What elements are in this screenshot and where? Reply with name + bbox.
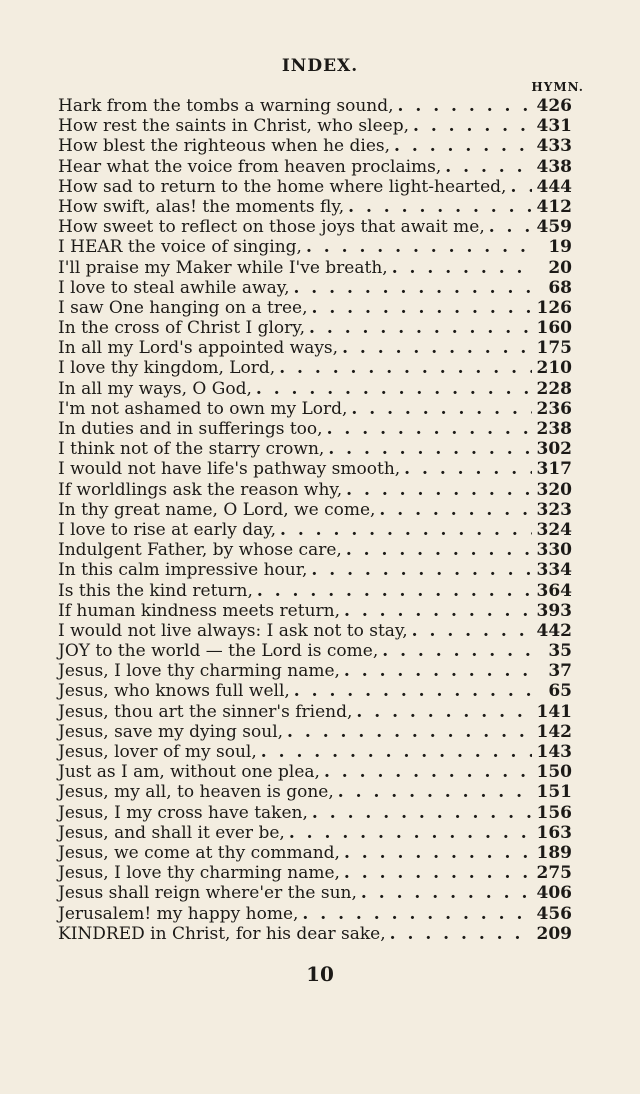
index-entry — [58, 419, 572, 439]
index-entry — [58, 480, 572, 500]
index-entry — [58, 197, 572, 217]
hymn-number: 438 — [536, 156, 572, 177]
hymn-number: 236 — [536, 398, 572, 419]
hymn-first-line: I love to rise at early day, — [58, 519, 276, 540]
index-list — [58, 96, 572, 944]
hymn-number: 275 — [536, 863, 572, 884]
hymn-first-line: Indulgent Father, by whose care, — [58, 540, 342, 561]
dot-leader — [253, 581, 532, 601]
hymn-number: 456 — [536, 903, 572, 924]
index-entry — [58, 358, 572, 378]
index-entry — [58, 722, 572, 742]
hymn-number: 142 — [536, 721, 572, 742]
hymn-number: 126 — [536, 297, 572, 318]
dot-leader — [506, 177, 532, 197]
hymn-first-line: I love thy kingdom, Lord, — [58, 358, 276, 379]
page-number: 10 — [306, 962, 334, 986]
hymn-first-line: Jesus, we come at thy command, — [58, 842, 340, 863]
dot-leader — [307, 298, 532, 318]
hymn-number: 334 — [536, 560, 572, 581]
index-entry — [58, 318, 572, 338]
dot-leader — [375, 500, 532, 520]
hymn-number: 317 — [536, 459, 572, 480]
hymn-number: 163 — [536, 822, 572, 843]
hymn-number: 209 — [536, 923, 572, 944]
hymn-number: 442 — [536, 620, 572, 641]
index-entry — [58, 177, 572, 197]
index-entry — [58, 863, 572, 883]
hymn-first-line: I would not have life's pathway smooth, — [58, 459, 401, 480]
index-entry — [58, 904, 572, 924]
index-entry — [58, 399, 572, 419]
dot-leader — [352, 702, 532, 722]
hymn-number: 20 — [548, 257, 572, 278]
dot-leader — [289, 278, 532, 298]
index-entry — [58, 298, 572, 318]
dot-leader — [283, 722, 532, 742]
dot-leader — [252, 379, 532, 399]
hymn-first-line: In this calm impressive hour, — [58, 560, 308, 581]
dot-leader — [298, 904, 532, 924]
hymn-first-line: I would not live always: I ask not to stay, — [58, 620, 408, 641]
hymn-first-line: Jesus shall reign where'er the sun, — [58, 883, 357, 904]
dot-leader — [320, 762, 532, 782]
dot-leader — [409, 116, 532, 136]
dot-leader — [408, 621, 532, 641]
hymn-number: 156 — [536, 802, 572, 823]
dot-leader — [400, 459, 532, 479]
hymn-number: 324 — [536, 519, 572, 540]
hymn-first-line: In all my Lord's appointed ways, — [58, 338, 339, 359]
hymn-number: 393 — [536, 600, 572, 621]
dot-leader — [302, 237, 532, 257]
index-entry — [58, 560, 572, 580]
dot-leader — [390, 136, 532, 156]
index-entry — [58, 681, 572, 701]
hymn-number: 364 — [536, 580, 572, 601]
hymn-first-line: Jesus, my all, to heaven is gone, — [58, 782, 334, 803]
hymn-first-line: How sad to return to the home where light-hearted, — [58, 176, 507, 197]
hymn-column-header: HYMN. — [531, 80, 584, 94]
dot-leader — [357, 883, 532, 903]
hymn-first-line: In thy great name, O Lord, we come, — [58, 499, 376, 520]
dot-leader — [305, 318, 532, 338]
hymn-first-line: In all my ways, O God, — [58, 378, 252, 399]
hymn-first-line: How blest the righteous when he dies, — [58, 136, 391, 157]
hymn-number: 323 — [536, 499, 572, 520]
hymn-number: 68 — [548, 277, 572, 298]
hymn-first-line: I love to steal awhile away, — [58, 277, 290, 298]
hymn-number: 37 — [548, 661, 572, 682]
hymn-number: 65 — [548, 681, 572, 702]
hymn-number: 302 — [536, 439, 572, 460]
hymn-number: 320 — [536, 479, 572, 500]
index-entry — [58, 500, 572, 520]
hymn-first-line: KINDRED in Christ, for his dear sake, — [58, 923, 386, 944]
hymn-first-line: Jesus, I love thy charming name, — [58, 863, 340, 884]
index-entry — [58, 803, 572, 823]
hymn-first-line: If human kindness meets return, — [58, 600, 340, 621]
dot-leader — [275, 358, 532, 378]
dot-leader — [257, 742, 532, 762]
dot-leader — [307, 560, 532, 580]
index-entry — [58, 278, 572, 298]
dot-leader — [340, 843, 532, 863]
hymn-number: 426 — [536, 96, 572, 116]
index-entry — [58, 459, 572, 479]
hymn-number: 444 — [536, 176, 572, 197]
hymn-number: 238 — [536, 419, 572, 439]
hymn-number: 143 — [536, 742, 572, 762]
hymn-first-line: JOY to the world — the Lord is come, — [58, 641, 379, 662]
hymn-first-line: How sweet to reflect on those joys that await me, — [58, 217, 485, 238]
index-entry — [58, 520, 572, 540]
hymn-first-line: Jesus, thou art the sinner's friend, — [58, 701, 353, 722]
dot-leader — [285, 823, 532, 843]
hymn-first-line: Jerusalem! my happy home, — [58, 903, 299, 924]
index-entry — [58, 843, 572, 863]
index-entry — [58, 157, 572, 177]
dot-leader — [342, 480, 532, 500]
hymn-first-line: I'll praise my Maker while I've breath, — [58, 257, 388, 278]
dot-leader — [441, 157, 532, 177]
dot-leader — [340, 601, 532, 621]
hymn-number: 406 — [536, 883, 572, 904]
index-title: INDEX. — [281, 56, 359, 76]
hymn-number: 35 — [548, 641, 572, 662]
hymn-number: 330 — [536, 540, 572, 561]
dot-leader — [340, 863, 532, 883]
dot-leader — [342, 540, 532, 560]
hymn-first-line: Jesus, lover of my soul, — [58, 742, 257, 762]
index-entry — [58, 601, 572, 621]
index-entry — [58, 136, 572, 156]
index-entry — [58, 581, 572, 601]
hymn-first-line: Jesus, I my cross have taken, — [58, 802, 308, 823]
dot-leader — [394, 96, 532, 116]
index-entry — [58, 217, 572, 237]
index-entry — [58, 661, 572, 681]
index-entry — [58, 237, 572, 257]
hymn-number: 459 — [536, 217, 572, 238]
hymn-first-line: Just as I am, without one plea, — [58, 762, 320, 783]
hymn-first-line: Jesus, who knows full well, — [58, 681, 290, 702]
dot-leader — [340, 661, 532, 681]
hymn-number: 189 — [536, 842, 572, 863]
index-entry — [58, 258, 572, 278]
hymn-number: 228 — [536, 378, 572, 399]
hymn-first-line: Jesus, I love thy charming name, — [58, 661, 340, 682]
hymn-first-line: Hark from the tombs a warning sound, — [58, 96, 394, 116]
hymn-first-line: How swift, alas! the moments fly, — [58, 196, 345, 217]
hymn-number: 151 — [536, 782, 572, 803]
hymn-first-line: Hear what the voice from heaven proclaims, — [58, 156, 442, 177]
dot-leader — [308, 803, 532, 823]
index-entry — [58, 540, 572, 560]
hymn-number: 19 — [548, 237, 572, 258]
hymn-first-line: I think not of the starry crown, — [58, 439, 325, 460]
index-entry — [58, 621, 572, 641]
hymn-first-line: I HEAR the voice of singing, — [58, 237, 302, 258]
dot-leader — [324, 439, 532, 459]
dot-leader — [290, 681, 532, 701]
dot-leader — [276, 520, 532, 540]
index-entry — [58, 742, 572, 762]
hymn-first-line: Jesus, save my dying soul, — [58, 721, 284, 742]
index-entry — [58, 379, 572, 399]
index-entry — [58, 702, 572, 722]
hymn-first-line: I saw One hanging on a tree, — [58, 297, 308, 318]
hymn-number: 150 — [536, 762, 572, 783]
hymn-number: 160 — [536, 318, 572, 339]
hymn-first-line: How rest the saints in Christ, who sleep, — [58, 116, 409, 137]
index-entry — [58, 338, 572, 358]
hymn-number: 431 — [536, 116, 572, 137]
hymn-first-line: In duties and in sufferings too, — [58, 419, 323, 439]
index-entry — [58, 116, 572, 136]
dot-leader — [347, 399, 532, 419]
dot-leader — [323, 419, 532, 439]
hymn-first-line: I'm not ashamed to own my Lord, — [58, 398, 348, 419]
hymn-number: 433 — [536, 136, 572, 157]
index-entry — [58, 924, 572, 944]
hymn-number: 412 — [536, 196, 572, 217]
index-entry — [58, 96, 572, 116]
dot-leader — [344, 197, 532, 217]
dot-leader — [378, 641, 532, 661]
hymn-first-line: If worldlings ask the reason why, — [58, 479, 343, 500]
index-entry — [58, 439, 572, 459]
dot-leader — [388, 258, 532, 278]
dot-leader — [485, 217, 532, 237]
dot-leader — [334, 782, 532, 802]
dot-leader — [338, 338, 532, 358]
hymn-first-line: In the cross of Christ I glory, — [58, 318, 306, 339]
index-entry — [58, 883, 572, 903]
hymn-first-line: Jesus, and shall it ever be, — [58, 822, 285, 843]
index-entry — [58, 641, 572, 661]
hymn-number: 175 — [536, 338, 572, 359]
hymn-number: 141 — [536, 701, 572, 722]
hymn-number: 210 — [536, 358, 572, 379]
hymn-first-line: Is this the kind return, — [58, 580, 253, 601]
index-entry — [58, 823, 572, 843]
index-entry — [58, 782, 572, 802]
index-entry — [58, 762, 572, 782]
dot-leader — [386, 924, 532, 944]
